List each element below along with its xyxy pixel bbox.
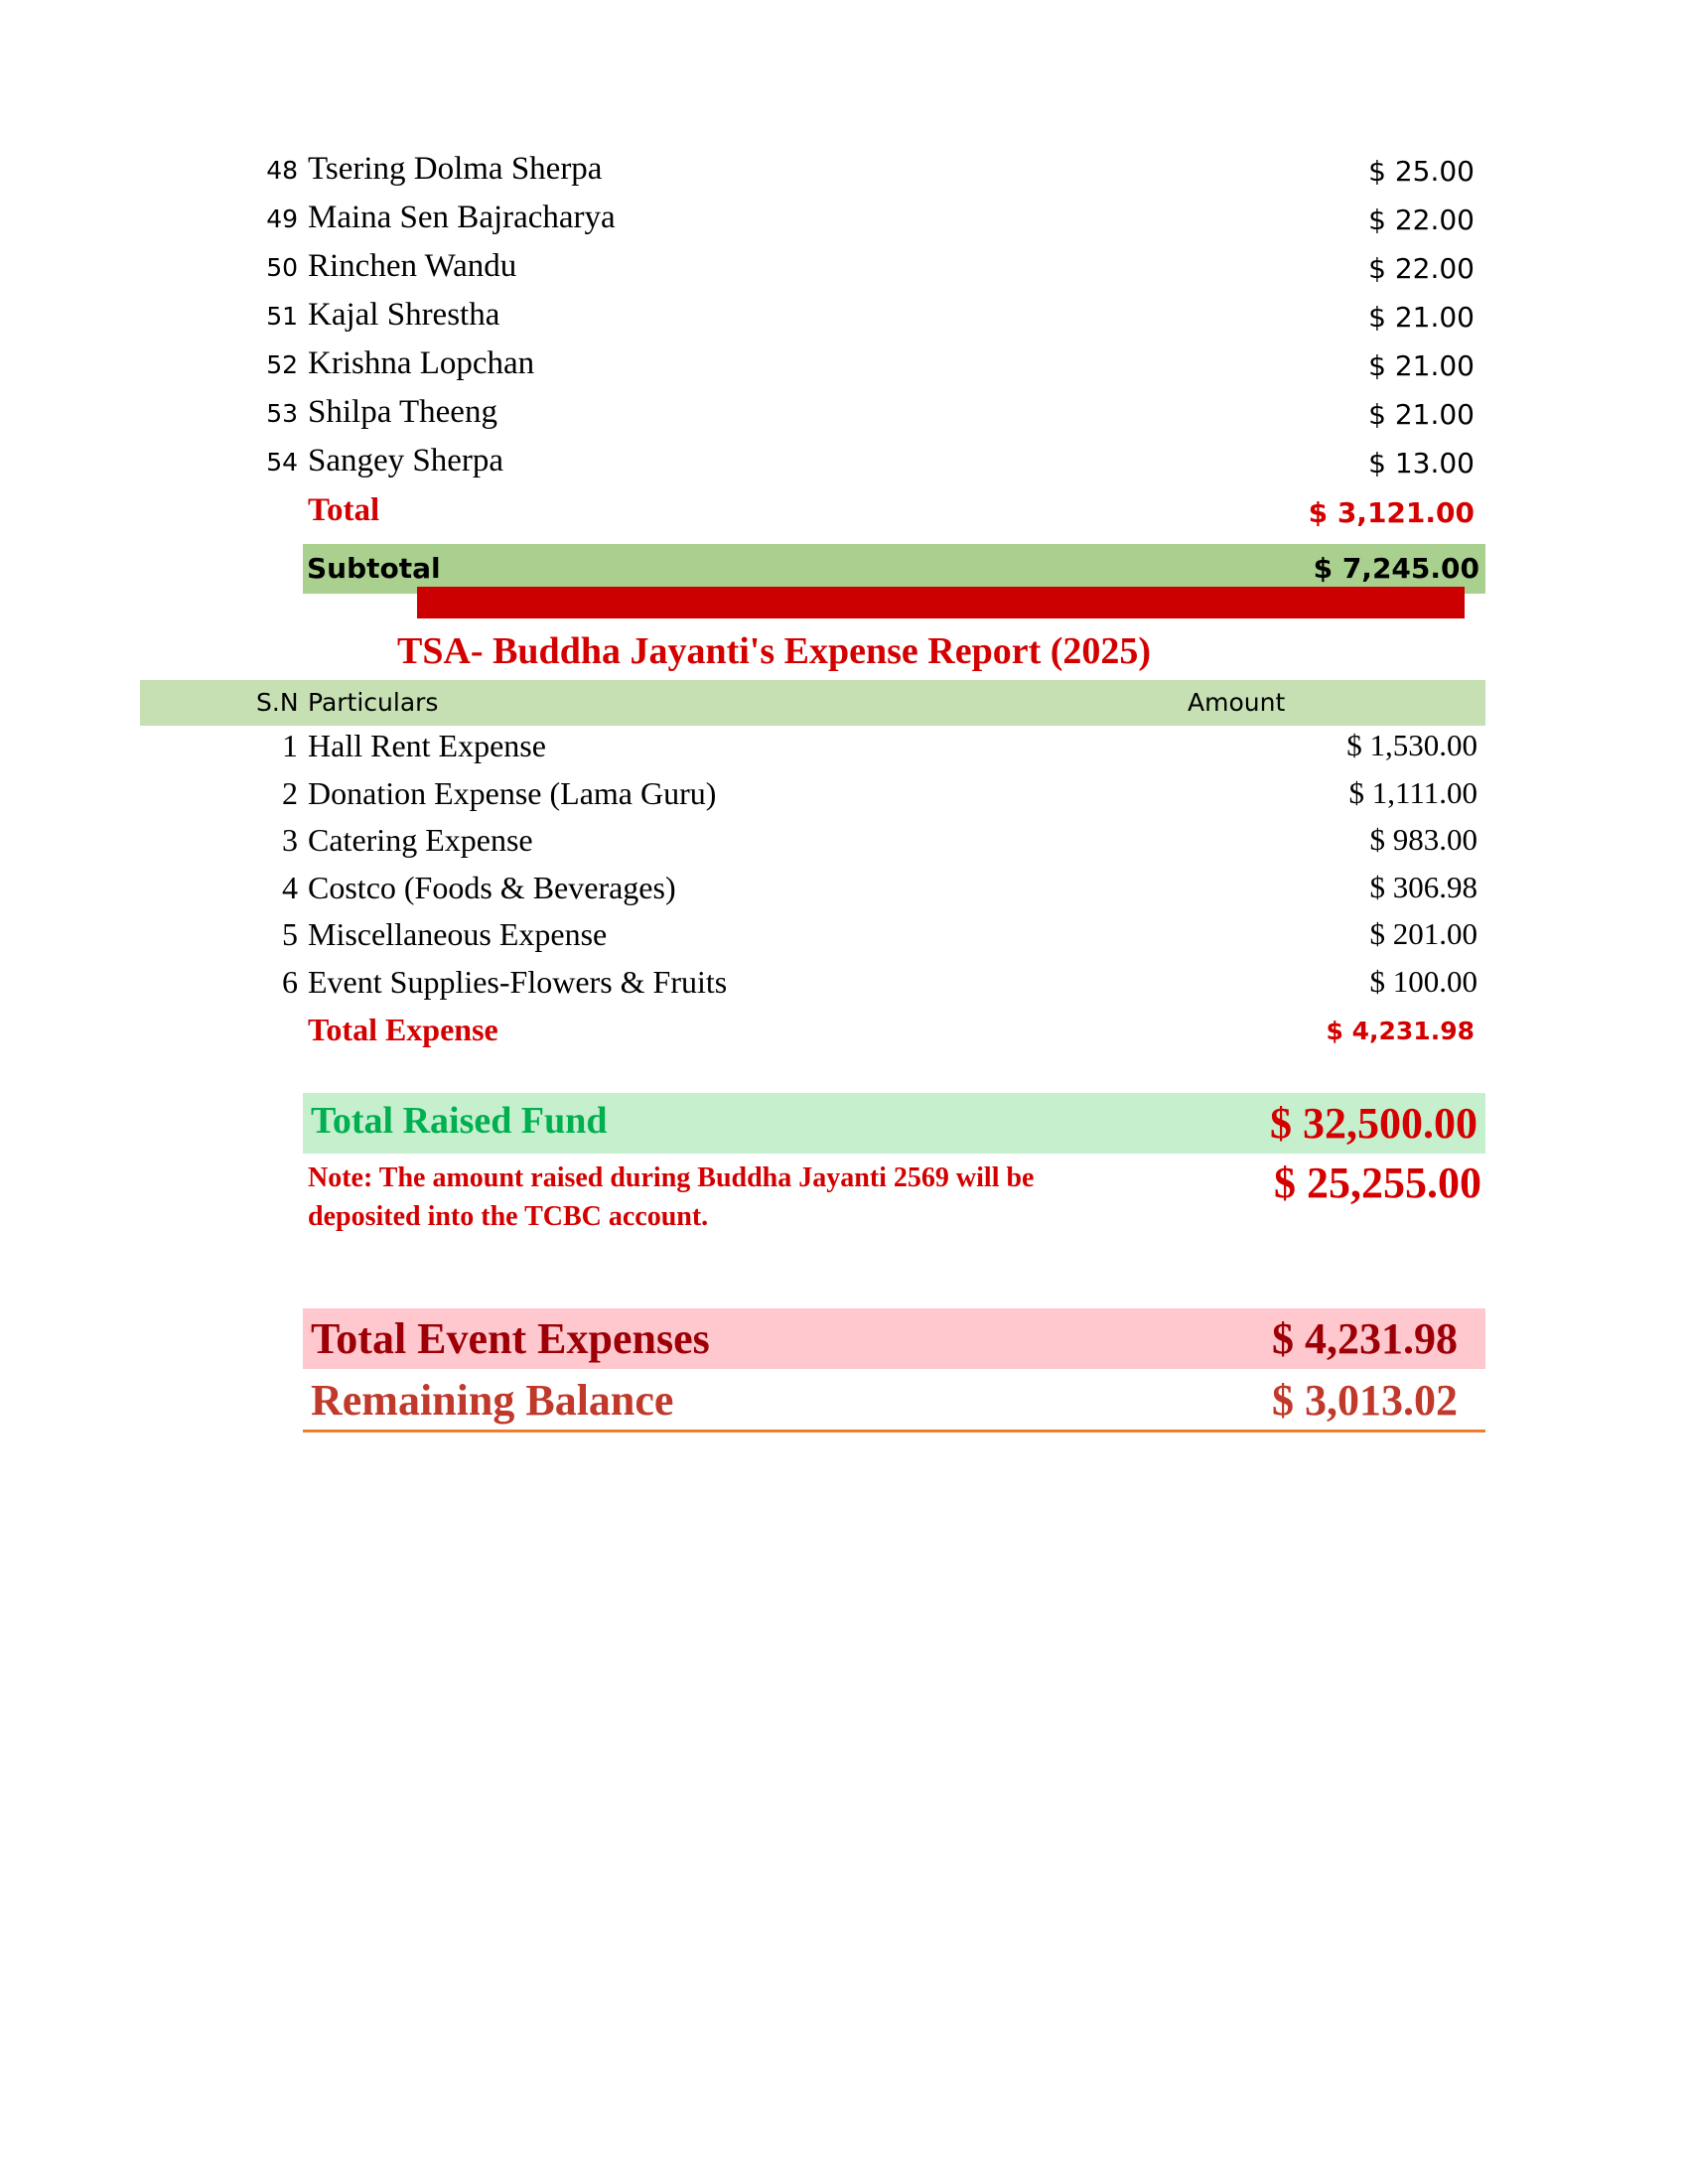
donor-number: 52 [266, 350, 298, 379]
row-sn: 2 [282, 775, 298, 811]
raised-fund-band [303, 1093, 1485, 1154]
donor-number: 54 [266, 448, 298, 477]
event-expenses-label: Total Event Expenses [311, 1314, 710, 1363]
remaining-balance-value: $ 3,013.02 [1272, 1376, 1458, 1425]
donor-name: Tsering Dolma Sherpa [308, 151, 603, 187]
row-sn: 5 [282, 916, 298, 952]
donor-total-label: Total [308, 492, 380, 528]
subtotal-label: Subtotal [307, 552, 441, 585]
row-amount: $ 1,111.00 [1348, 775, 1477, 810]
deposit-note [308, 1159, 1035, 1236]
row-amount: $ 306.98 [1369, 870, 1477, 904]
note-line: deposited into the TCBC account. [308, 1201, 709, 1232]
donor-amount: $ 22.00 [1368, 252, 1475, 285]
row-particular: Event Supplies-Flowers & Fruits [308, 964, 728, 1000]
row-sn: 4 [282, 870, 298, 905]
row-particular: Hall Rent Expense [308, 728, 546, 763]
red-divider-bar [417, 587, 1465, 618]
row-amount: $ 201.00 [1369, 916, 1477, 951]
donor-number: 48 [266, 156, 298, 185]
remaining-balance-label: Remaining Balance [311, 1376, 674, 1425]
header-particulars: Particulars [308, 688, 439, 717]
report-title: TSA- Buddha Jayanti's Expense Report (2025) [397, 630, 1152, 672]
subtotal-value: $ 7,245.00 [1313, 552, 1479, 585]
donor-name: Maina Sen Bajracharya [308, 200, 616, 235]
row-amount: $ 100.00 [1369, 964, 1477, 999]
donor-name: Shilpa Theeng [308, 394, 497, 430]
table-header [140, 680, 1485, 726]
donor-number: 50 [266, 253, 298, 282]
deposit-amount: $ 25,255.00 [1274, 1159, 1481, 1207]
donor-number: 51 [266, 302, 298, 331]
donor-amount: $ 22.00 [1368, 204, 1475, 236]
donor-number: 49 [266, 205, 298, 233]
donor-name: Kajal Shrestha [308, 297, 500, 333]
header-sn: S.N [256, 688, 299, 717]
donor-name: Krishna Lopchan [308, 345, 535, 381]
row-amount: $ 1,530.00 [1346, 728, 1477, 762]
row-amount: $ 983.00 [1369, 822, 1477, 857]
header-amount: Amount [1188, 688, 1286, 717]
event-expenses-band [303, 1308, 1485, 1369]
row-sn: 1 [282, 728, 298, 763]
donor-number: 53 [266, 399, 298, 428]
total-expense-label: Total Expense [308, 1012, 498, 1047]
bottom-rule [303, 1430, 1485, 1433]
row-sn: 6 [282, 964, 298, 1000]
raised-fund-value: $ 32,500.00 [1270, 1099, 1477, 1148]
donor-name: Sangey Sherpa [308, 443, 504, 478]
row-particular: Costco (Foods & Beverages) [308, 870, 676, 905]
event-expenses-value: $ 4,231.98 [1272, 1314, 1458, 1363]
donor-amount: $ 25.00 [1368, 155, 1475, 188]
donor-amount: $ 13.00 [1368, 447, 1475, 479]
donor-name: Rinchen Wandu [308, 248, 517, 284]
row-sn: 3 [282, 822, 298, 858]
row-particular: Donation Expense (Lama Guru) [308, 775, 717, 811]
raised-fund-label: Total Raised Fund [311, 1100, 608, 1142]
donor-total-value: $ 3,121.00 [1308, 496, 1475, 529]
note-line: Note: The amount raised during Buddha Jayanti 2569 will be [308, 1162, 1035, 1193]
row-particular: Catering Expense [308, 822, 533, 858]
donor-amount: $ 21.00 [1368, 301, 1475, 334]
donor-amount: $ 21.00 [1368, 349, 1475, 382]
row-particular: Miscellaneous Expense [308, 916, 608, 952]
donor-amount: $ 21.00 [1368, 398, 1475, 431]
total-expense-value: $ 4,231.98 [1326, 1017, 1475, 1045]
